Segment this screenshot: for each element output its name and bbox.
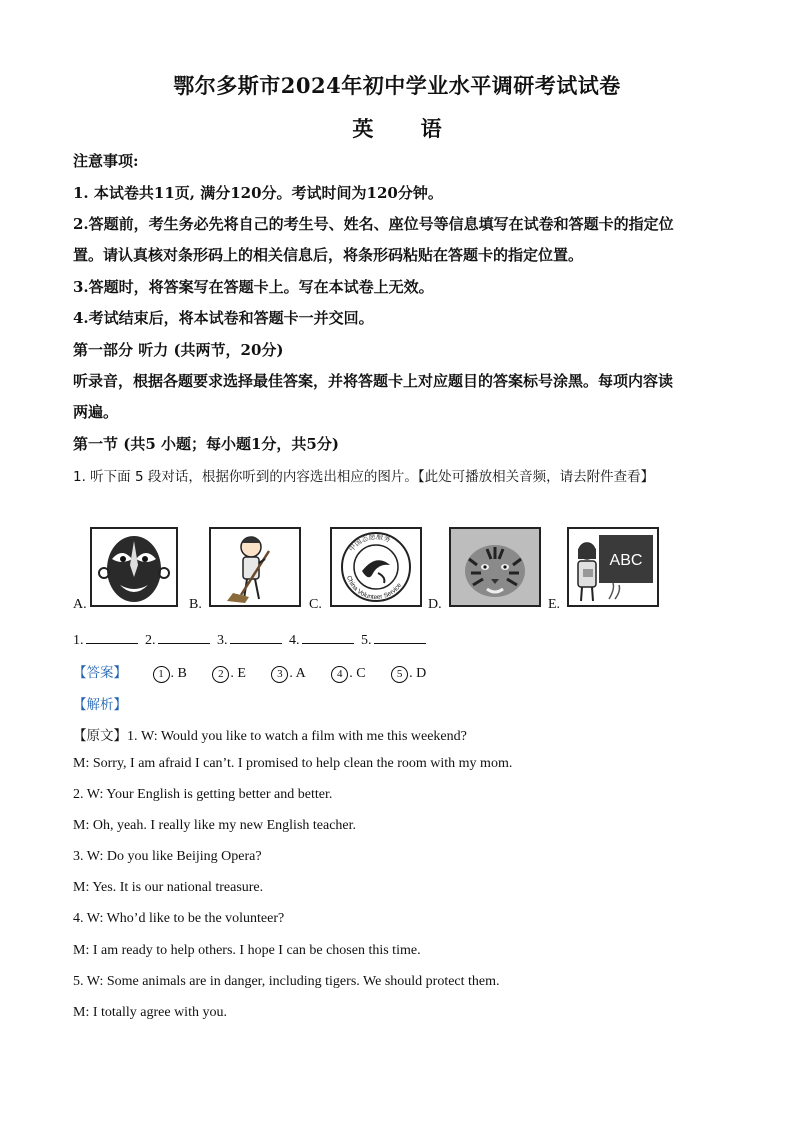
- answer-item: [153, 666, 187, 683]
- answer-item: [271, 666, 305, 683]
- answer-blanks: [73, 631, 430, 649]
- transcript-line: 5. W: Some animals are in danger, including tigers. We should protect them.: [73, 974, 500, 989]
- picture-label: C.: [309, 597, 322, 612]
- notice-heading: 注意事项:: [73, 152, 139, 170]
- blank-number: 3.: [217, 633, 228, 648]
- part1-instruction: 两遍。: [73, 403, 119, 421]
- answer-item: [212, 666, 246, 683]
- circled-number: 1: [153, 666, 170, 683]
- transcript-line: 3. W: Do you like Beijing Opera?: [73, 849, 262, 864]
- notice-item: 4.考试结束后，将本试卷和答题卡一并交回。: [73, 309, 374, 327]
- transcript-tag: 【原文】: [73, 728, 127, 744]
- notice-item: 1. 本试卷共11页, 满分120分。考试时间为120分钟。: [73, 184, 443, 202]
- china-volunteer-service-logo: [330, 527, 422, 607]
- part1-heading: 第一部分 听力 (共两节，20分): [73, 341, 284, 359]
- boy-sweeping-icon: [209, 527, 301, 607]
- analysis-tag: 【解析】: [73, 697, 127, 713]
- blank-field[interactable]: [230, 631, 282, 644]
- part1-instruction: 听录音，根据各题要求选择最佳答案，并将答题卡上对应题目的答案标号涂黑。每项内容读: [73, 372, 674, 390]
- transcript-line: 4. W: Who’d like to be the volunteer?: [73, 911, 285, 926]
- transcript-line: [73, 724, 467, 745]
- picture-options: [73, 527, 673, 613]
- answer-value: . A: [289, 666, 306, 681]
- transcript-line: M: Sorry, I am afraid I can’t. I promised to help clean the room with my mom.: [73, 756, 513, 771]
- answer-row: [73, 661, 426, 683]
- answer-item: [391, 666, 426, 683]
- board-text: ABC: [609, 552, 643, 569]
- question-1-prompt: 1. 听下面 5 段对话，根据你听到的内容选出相应的图片。【此处可播放相关音频，请去附件查看】: [73, 469, 655, 485]
- notice-item: 置。请认真核对条形码上的相关信息后，将条形码粘贴在答题卡的指定位置。: [73, 246, 584, 264]
- picture-label: B.: [189, 597, 202, 612]
- subject-title: 英 语: [352, 116, 442, 141]
- transcript-line: 2. W: Your English is getting better and better.: [73, 787, 333, 802]
- blank-number: 4.: [289, 633, 300, 648]
- blank-number: 1.: [73, 633, 84, 648]
- peking-opera-mask-icon: [90, 527, 178, 607]
- transcript-line: M: Oh, yeah. I really like my new English teacher.: [73, 818, 357, 833]
- logo-ring-text-top: 中国志愿服务: [347, 532, 392, 554]
- picture-label: A.: [73, 597, 87, 612]
- transcript-line: M: I totally agree with you.: [73, 1005, 227, 1020]
- transcript-text: 1. W: Would you like to watch a film with me this weekend?: [127, 729, 467, 744]
- blank-field[interactable]: [86, 631, 138, 644]
- blank-number: 2.: [145, 633, 156, 648]
- answer-value: . E: [230, 666, 246, 681]
- logo-ring-text-bottom: China Volunteer Service: [344, 574, 404, 602]
- blank-field[interactable]: [302, 631, 354, 644]
- english-teacher-abc-icon: [567, 527, 659, 607]
- section1-heading: 第一节 (共5 小题；每小题1分，共5分): [73, 435, 339, 453]
- blank-field[interactable]: [374, 631, 426, 644]
- exam-title: 鄂尔多斯市2024年初中学业水平调研考试试卷: [173, 73, 621, 98]
- answer-value: . C: [349, 666, 366, 681]
- circled-number: 3: [271, 666, 288, 683]
- notice-item: 3.答题时，将答案写在答题卡上。写在本试卷上无效。: [73, 278, 434, 296]
- circled-number: 5: [391, 666, 408, 683]
- answer-value: . B: [170, 666, 187, 681]
- transcript-line: M: Yes. It is our national treasure.: [73, 880, 264, 895]
- blank-number: 5.: [361, 633, 372, 648]
- transcript-line: M: I am ready to help others. I hope I can be chosen this time.: [73, 943, 421, 958]
- answer-tag: 【答案】: [73, 665, 127, 681]
- picture-label: D.: [428, 597, 442, 612]
- circled-number: 2: [212, 666, 229, 683]
- tiger-icon: [449, 527, 541, 607]
- notice-item: 2.答题前，考生务必先将自己的考生号、姓名、座位号等信息填写在试卷和答题卡的指定位: [73, 215, 674, 233]
- circled-number: 4: [331, 666, 348, 683]
- answer-item: [331, 666, 365, 683]
- answer-value: . D: [409, 666, 427, 681]
- blank-field[interactable]: [158, 631, 210, 644]
- picture-label: E.: [548, 597, 561, 612]
